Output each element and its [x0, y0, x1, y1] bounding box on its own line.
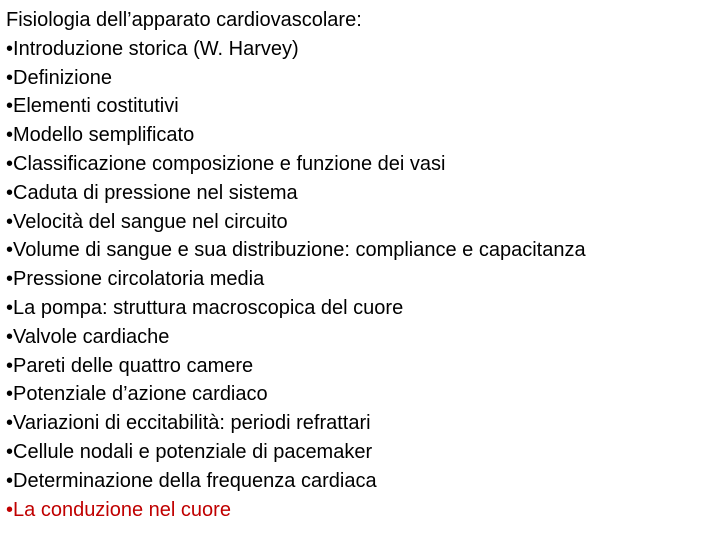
list-item — [6, 496, 718, 525]
list-item — [6, 409, 718, 438]
bullet-icon: • — [6, 210, 14, 233]
bullet-icon: • — [6, 383, 14, 406]
list-item-label: Valvole cardiache — [13, 325, 170, 348]
list-item — [6, 179, 718, 208]
list-item — [6, 208, 718, 237]
bullet-icon: • — [6, 239, 14, 262]
list-item — [6, 121, 718, 150]
bullet-icon: • — [6, 440, 14, 463]
list-item — [6, 35, 718, 64]
bullet-icon: • — [6, 412, 14, 435]
list-item-label: La conduzione nel cuore — [13, 498, 231, 521]
slide-title: Fisiologia dell’apparato cardiovascolare: — [6, 9, 362, 31]
list-item — [6, 467, 718, 496]
list-item-label: Cellule nodali e potenziale di pacemaker — [13, 440, 373, 463]
list-item-label: Caduta di pressione nel sistema — [13, 181, 298, 204]
list-item-label: Potenziale d’azione cardiaco — [13, 383, 268, 406]
list-item — [6, 352, 718, 381]
list-item-label: Definizione — [13, 66, 112, 89]
topic-list — [6, 35, 718, 525]
list-item — [6, 323, 718, 352]
list-item-label: Pareti delle quattro camere — [13, 354, 254, 377]
bullet-icon: • — [6, 325, 14, 348]
list-item — [6, 265, 718, 294]
list-item-label: Determinazione della frequenza cardiaca — [13, 469, 377, 492]
bullet-icon: • — [6, 354, 14, 377]
list-item — [6, 64, 718, 93]
list-item-label: Classificazione composizione e funzione dei vasi — [13, 152, 446, 175]
bullet-icon: • — [6, 498, 14, 521]
list-item — [6, 150, 718, 179]
bullet-icon: • — [6, 152, 14, 175]
bullet-icon: • — [6, 124, 14, 147]
bullet-icon: • — [6, 296, 14, 319]
list-item-label: Modello semplificato — [13, 124, 195, 147]
list-item — [6, 92, 718, 121]
list-item-label: Introduzione storica (W. Harvey) — [13, 37, 299, 60]
list-item-label: Pressione circolatoria media — [13, 268, 265, 291]
list-item — [6, 294, 718, 323]
bullet-icon: • — [6, 37, 14, 60]
list-item-label: Elementi costitutivi — [13, 95, 179, 118]
slide-content — [6, 6, 718, 524]
bullet-icon: • — [6, 469, 14, 492]
bullet-icon: • — [6, 181, 14, 204]
list-item — [6, 380, 718, 409]
list-item — [6, 236, 718, 265]
list-item-label: Volume di sangue e sua distribuzione: compliance e capacitanza — [13, 239, 586, 262]
bullet-icon: • — [6, 66, 14, 89]
bullet-icon: • — [6, 95, 14, 118]
list-item-label: Velocità del sangue nel circuito — [13, 210, 288, 233]
list-item-label: Variazioni di eccitabilità: periodi refrattari — [13, 412, 371, 435]
list-item — [6, 438, 718, 467]
bullet-icon: • — [6, 268, 14, 291]
list-item-label: La pompa: struttura macroscopica del cuore — [13, 296, 404, 319]
